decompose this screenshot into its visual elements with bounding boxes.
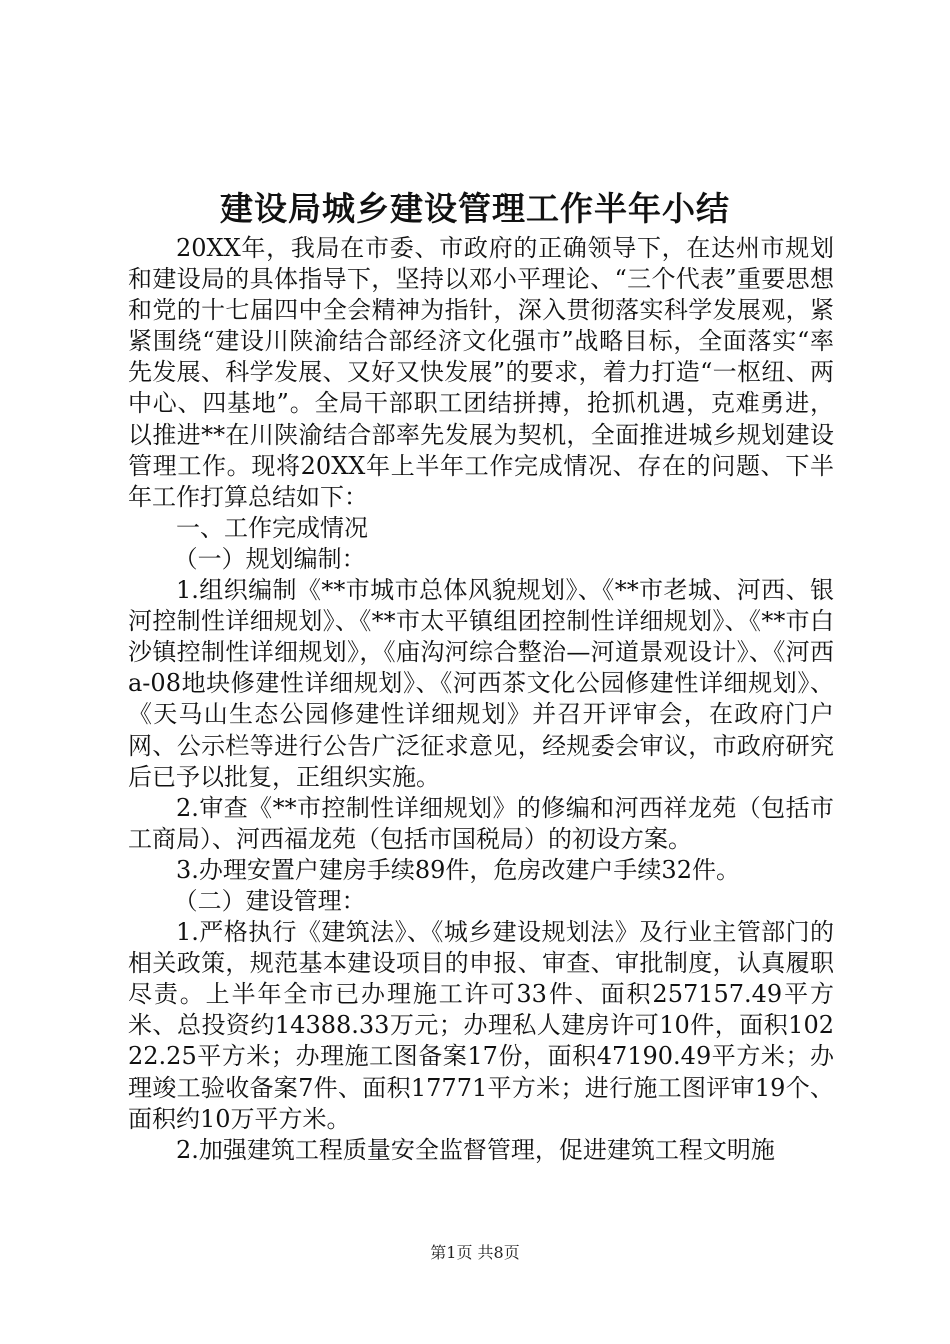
planning-item-1: 1.组织编制《**市城市总体风貌规划》、《**市老城、河西、银河控制性详细规划》、《**市太平镇组团控制性详细规划》、《**市白沙镇控制性详细规划》，《庙沟河综合整治—河道景观设计》、《河西a-08地块修建性详细规划》、《河西茶文化公园修建性详细规划》、《天马山生态公园修建性详细规划》并召开评审会，在政府门户网、公示栏等进行公告广泛征求意见，经规委会审议，市政府研究后已予以批复，正组织实施。 — [128, 576, 834, 791]
intro-paragraph: 20XX年，我局在市委、市政府的正确领导下，在达州市规划和建设局的具体指导下，坚持以邓小平理论、“三个代表”重要思想和党的十七届四中全会精神为指针，深入贯彻落实科学发展观，紧紧围绕“建设川陕渝结合部经济文化强市”战略目标，全面落实“率先发展、科学发展、又好又快发展”的要求，着力打造“一枢纽、两中心、四基地”。全局干部职工团结拼搏，抢抓机遇，克难勇进，以推进**在川陕渝结合部率先发展为契机，全面推进城乡规划建设管理工作。现将20XX年上半年工作完成情况、存在的问题、下半年工作打算总结如下： — [128, 234, 834, 511]
subsection-heading-planning: （一）规划编制： — [173, 544, 366, 573]
construction-item-2: 2.加强建筑工程质量安全监督管理，促进建筑工程文明施 — [176, 1135, 775, 1164]
construction-item-1: 1.严格执行《建筑法》、《城乡建设规划法》及行业主管部门的相关政策，规范基本建设项目的申报、审查、审批制度，认真履职尽责。上半年全市已办理施工许可33件、面积257157.49平方米、总投资约14388.33万元；办理私人建房许可10件，面积10222.25平方米；办理施工图备案17份，面积47190.49平方米；办理竣工验收备案7件、面积17771平方米；进行施工图评审19个、面积约10万平方米。 — [128, 918, 834, 1133]
section-heading-work-completion: 一、工作完成情况 — [176, 513, 368, 542]
subsection-heading-construction: （二）建设管理： — [173, 886, 366, 915]
planning-item-2: 2.审查《**市控制性详细规划》的修编和河西祥龙苑（包括市工商局）、河西福龙苑（包括市国税局）的初设方案。 — [128, 793, 834, 853]
page-footer: 第1页 共8页 — [430, 1243, 520, 1262]
document-title: 建设局城乡建设管理工作半年小结 — [220, 189, 730, 228]
planning-item-3: 3.办理安置户建房手续89件，危房改建户手续32件。 — [176, 855, 740, 884]
document-body — [128, 233, 834, 1166]
